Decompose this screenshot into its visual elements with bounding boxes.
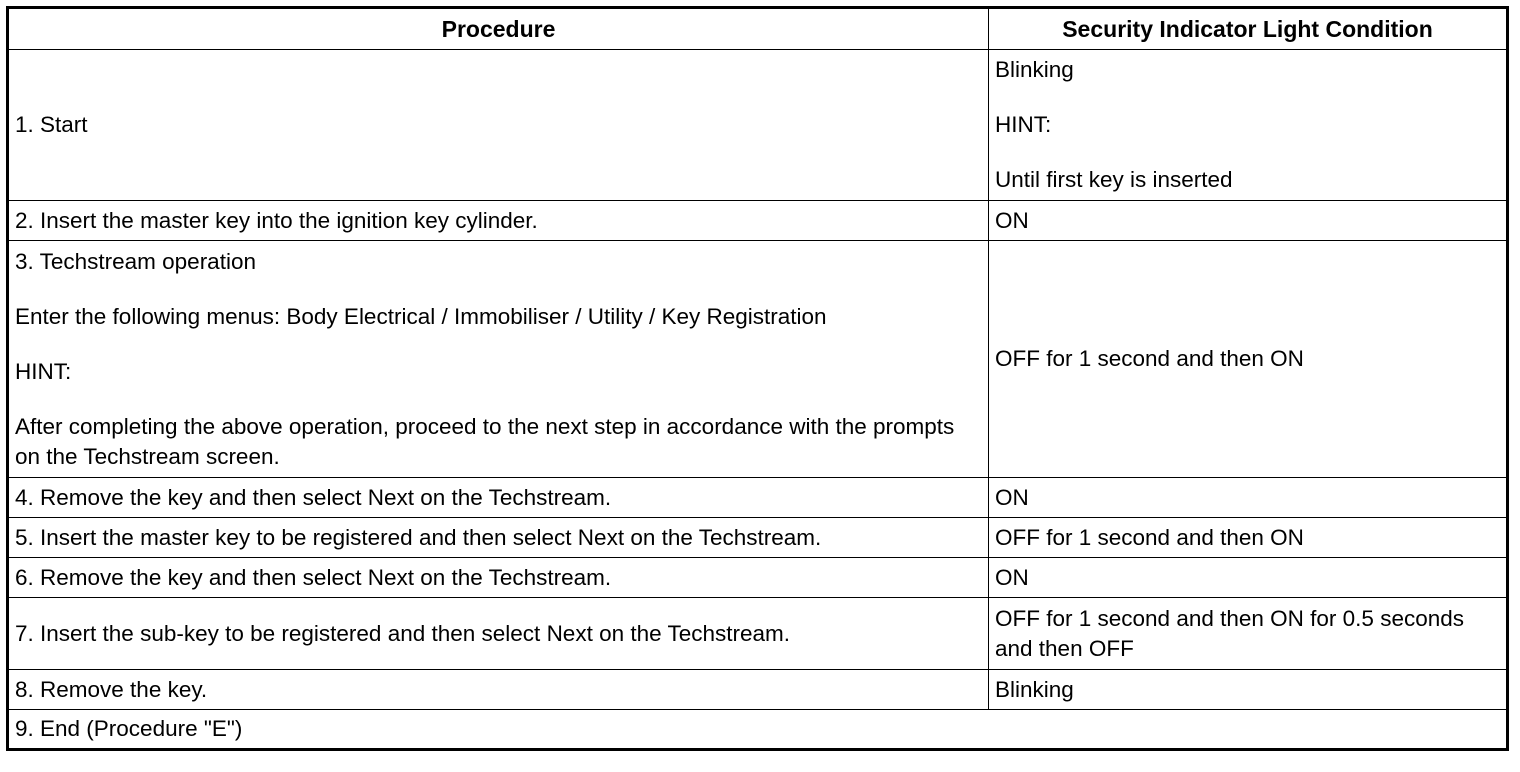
procedure-cell [8, 478, 989, 518]
condition-cell [989, 670, 1508, 710]
procedure-text: 5. Insert the master key to be registered and then select Next on the Techstream. [15, 524, 822, 550]
condition-cell [989, 478, 1508, 518]
condition-text: ON [995, 484, 1029, 510]
procedure-hint-label: HINT: [15, 358, 72, 384]
condition-cell [989, 241, 1508, 478]
procedure-cell [8, 670, 989, 710]
condition-text: ON [995, 564, 1029, 590]
condition-text: ON [995, 207, 1029, 233]
procedure-text: 6. Remove the key and then select Next on the Techstream. [15, 564, 612, 590]
condition-cell [989, 201, 1508, 241]
final-procedure-cell [8, 710, 1508, 750]
final-row [8, 710, 1508, 750]
table-row [8, 201, 1508, 241]
procedure-text: 1. Start [15, 112, 88, 137]
procedure-cell [8, 50, 989, 201]
table-row [8, 241, 1508, 478]
table-row [8, 478, 1508, 518]
header-procedure: Procedure [8, 8, 989, 50]
condition-text: OFF for 1 second and then ON [995, 346, 1304, 371]
header-security-indicator-light-condition: Security Indicator Light Condition [989, 8, 1508, 50]
document-page [6, 6, 1509, 751]
header-row [8, 8, 1508, 50]
procedure-cell [8, 518, 989, 558]
table-row [8, 50, 1508, 201]
condition-text: OFF for 1 second and then ON for 0.5 seconds and then OFF [995, 605, 1464, 661]
procedure-text: 7. Insert the sub-key to be registered and then select Next on the Techstream. [15, 620, 791, 646]
table-row [8, 558, 1508, 598]
procedure-table [6, 6, 1509, 751]
procedure-text: 8. Remove the key. [15, 676, 208, 702]
table-row [8, 598, 1508, 670]
condition-cell [989, 50, 1508, 201]
procedure-text: 3. Techstream operation [15, 248, 256, 274]
condition-text: Blinking [995, 676, 1074, 702]
table-row [8, 670, 1508, 710]
condition-hint-text: Until first key is inserted [995, 167, 1233, 192]
procedure-menu-path: Enter the following menus: Body Electrical / Immobiliser / Utility / Key Registration [15, 303, 827, 329]
condition-hint-label: HINT: [995, 112, 1052, 137]
final-procedure-text: 9. End (Procedure "E") [15, 716, 243, 741]
condition-text: Blinking [995, 57, 1074, 82]
procedure-cell [8, 201, 989, 241]
table-row [8, 518, 1508, 558]
procedure-cell [8, 241, 989, 478]
condition-cell [989, 518, 1508, 558]
condition-cell [989, 598, 1508, 670]
procedure-text: 4. Remove the key and then select Next on the Techstream. [15, 484, 612, 510]
procedure-hint-text: After completing the above operation, proceed to the next step in accordance with the prompts on the Techstream screen. [15, 413, 955, 469]
procedure-cell [8, 598, 989, 670]
procedure-text: 2. Insert the master key into the ignition key cylinder. [15, 207, 538, 233]
procedure-cell [8, 558, 989, 598]
condition-cell [989, 558, 1508, 598]
condition-text: OFF for 1 second and then ON [995, 524, 1304, 550]
